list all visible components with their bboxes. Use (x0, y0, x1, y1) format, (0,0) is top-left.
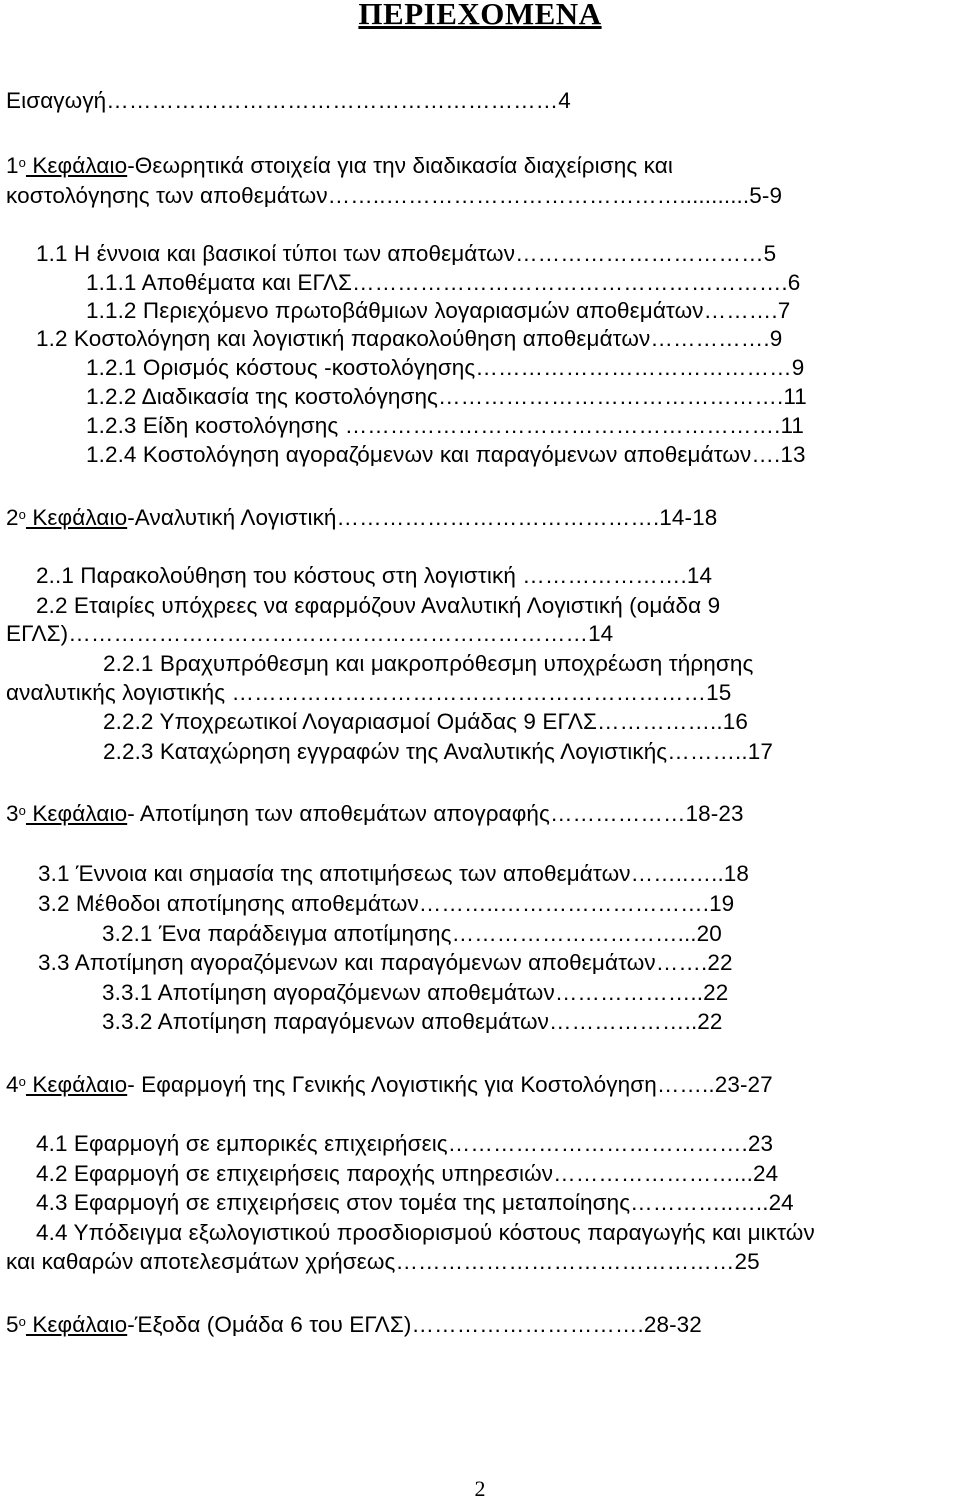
chapter-number: 1 (6, 153, 19, 178)
toc-entry-1-1[interactable]: 1.1 Η έννοια και βασικοί τύποι των αποθεμάτων……………………………5 (36, 241, 777, 266)
toc-entry-3-3[interactable]: 3.3 Αποτίμηση αγοραζόμενων και παραγόμενων αποθεμάτων…….22 (38, 950, 733, 975)
toc-entry-3-3-1[interactable]: 3.3.1 Αποτίμηση αγοραζόμενων αποθεμάτων………………..22 (102, 980, 729, 1005)
toc-entry-2-2-1-cont[interactable]: αναλυτικής λογιστικής ………………………………………………………15 (6, 680, 732, 705)
toc-entry-1-2-3[interactable]: 1.2.3 Είδη κοστολόγησης ………………………………………………….11 (86, 413, 805, 438)
toc-entry-3-2[interactable]: 3.2 Μέθοδοι αποτίμησης αποθεμάτων………..……………………….19 (38, 891, 735, 916)
ordinal-superscript: ο (18, 803, 26, 818)
chapter-label: Κεφάλαιο (25, 153, 128, 178)
toc-entry-3-2-1[interactable]: 3.2.1 Ένα παράδειγμα αποτίμησης…………………………...20 (102, 921, 722, 946)
toc-entry-2-1[interactable]: 2..1 Παρακολούθηση του κόστους στη λογιστική ………………….14 (36, 563, 713, 588)
chapter-title: -Αναλυτική Λογιστική…………………………………….14-18 (127, 505, 718, 530)
toc-entry-4-2[interactable]: 4.2 Εφαρμογή σε επιχειρήσεις παροχής υπηρεσιών……………………...24 (36, 1161, 779, 1186)
toc-entry-4-4[interactable]: 4.4 Υπόδειγμα εξωλογιστικού προσδιορισμού κόστους παραγωγής και μικτών (36, 1220, 815, 1245)
toc-entry-3-1[interactable]: 3.1 Έννοια και σημασία της αποτιμήσεως των αποθεμάτων……..…..18 (38, 861, 750, 886)
toc-entry-1-1-1[interactable]: 1.1.1 Αποθέματα και ΕΓΛΣ………………………………………………….6 (86, 270, 801, 295)
toc-entry-1-2-1[interactable]: 1.2.1 Ορισμός κόστους -κοστολόγησης……………………………………9 (86, 355, 805, 380)
toc-entry-2-2-1[interactable]: 2.2.1 Βραχυπρόθεσμη και μακροπρόθεσμη υποχρέωση τήρησης (103, 651, 754, 676)
toc-entry-introduction[interactable]: Εισαγωγή……………………………………………………4 (6, 88, 571, 113)
toc-chapter-2[interactable] (6, 505, 717, 531)
chapter-number: 4 (6, 1072, 19, 1097)
ordinal-superscript: ο (18, 155, 26, 170)
toc-chapter-1-cont[interactable]: κοστολόγησης των αποθεμάτων……..…………………………………...........5-9 (6, 183, 783, 208)
chapter-label: Κεφάλαιο (25, 1312, 128, 1337)
chapter-number: 2 (6, 505, 19, 530)
toc-entry-1-2-4[interactable]: 1.2.4 Κοστολόγηση αγοραζόμενων και παραγόμενων αποθεμάτων….13 (86, 442, 806, 467)
ordinal-superscript: ο (18, 507, 26, 522)
chapter-label: Κεφάλαιο (25, 1072, 128, 1097)
toc-entry-2-2-2[interactable]: 2.2.2 Υποχρεωτικοί Λογαριασμοί Ομάδας 9 ΕΓΛΣ……………..16 (103, 709, 748, 734)
toc-entry-4-4-cont[interactable]: και καθαρών αποτελεσμάτων χρήσεως………………………………………25 (6, 1249, 760, 1274)
page-title: ΠΕΡΙΕΧΟΜΕΝΑ (358, 0, 602, 31)
toc-entry-3-3-2[interactable]: 3.3.2 Αποτίμηση παραγόμενων αποθεμάτων………………..22 (102, 1009, 723, 1034)
chapter-title: - Αποτίμηση των αποθεμάτων απογραφής………………18-23 (127, 801, 744, 826)
toc-entry-4-1[interactable]: 4.1 Εφαρμογή σε εμπορικές επιχειρήσεις………………………………….23 (36, 1131, 774, 1156)
ordinal-superscript: ο (18, 1314, 26, 1329)
toc-chapter-5[interactable] (6, 1312, 702, 1338)
chapter-title: -Έξοδα (Ομάδα 6 του ΕΓΛΣ)………………………….28-32 (127, 1312, 702, 1337)
toc-entry-2-2[interactable]: 2.2 Εταιρίες υπόχρεες να εφαρμόζουν Αναλυτική Λογιστική (ομάδα 9 (36, 593, 721, 618)
chapter-number: 5 (6, 1312, 19, 1337)
toc-chapter-3[interactable] (6, 801, 744, 827)
page-number: 2 (474, 1476, 486, 1501)
chapter-number: 3 (6, 801, 19, 826)
chapter-title: - Εφαρμογή της Γενικής Λογιστικής για Κοστολόγηση……..23-27 (127, 1072, 773, 1097)
toc-entry-2-2-cont[interactable]: ΕΓΛΣ)……………………………………………………………14 (6, 621, 614, 646)
chapter-title: -Θεωρητικά στοιχεία για την διαδικασία διαχείρισης και (127, 153, 673, 178)
ordinal-superscript: ο (18, 1074, 26, 1089)
toc-chapter-1[interactable] (6, 153, 673, 179)
toc-entry-1-1-2[interactable]: 1.1.2 Περιεχόμενο πρωτοβάθμιων λογαριασμών αποθεμάτων……….7 (86, 298, 791, 323)
toc-entry-1-2[interactable]: 1.2 Κοστολόγηση και λογιστική παρακολούθηση αποθεμάτων…………….9 (36, 326, 783, 351)
chapter-label: Κεφάλαιο (25, 505, 128, 530)
toc-entry-1-2-2[interactable]: 1.2.2 Διαδικασία της κοστολόγησης……………………………………….11 (86, 384, 807, 409)
toc-entry-2-2-3[interactable]: 2.2.3 Καταχώρηση εγγραφών της Αναλυτικής Λογιστικής………..17 (103, 739, 773, 764)
toc-chapter-4[interactable] (6, 1072, 773, 1098)
toc-entry-4-3[interactable]: 4.3 Εφαρμογή σε επιχειρήσεις στον τομέα της μεταποίησης…………..…..24 (36, 1190, 794, 1215)
chapter-label: Κεφάλαιο (25, 801, 128, 826)
